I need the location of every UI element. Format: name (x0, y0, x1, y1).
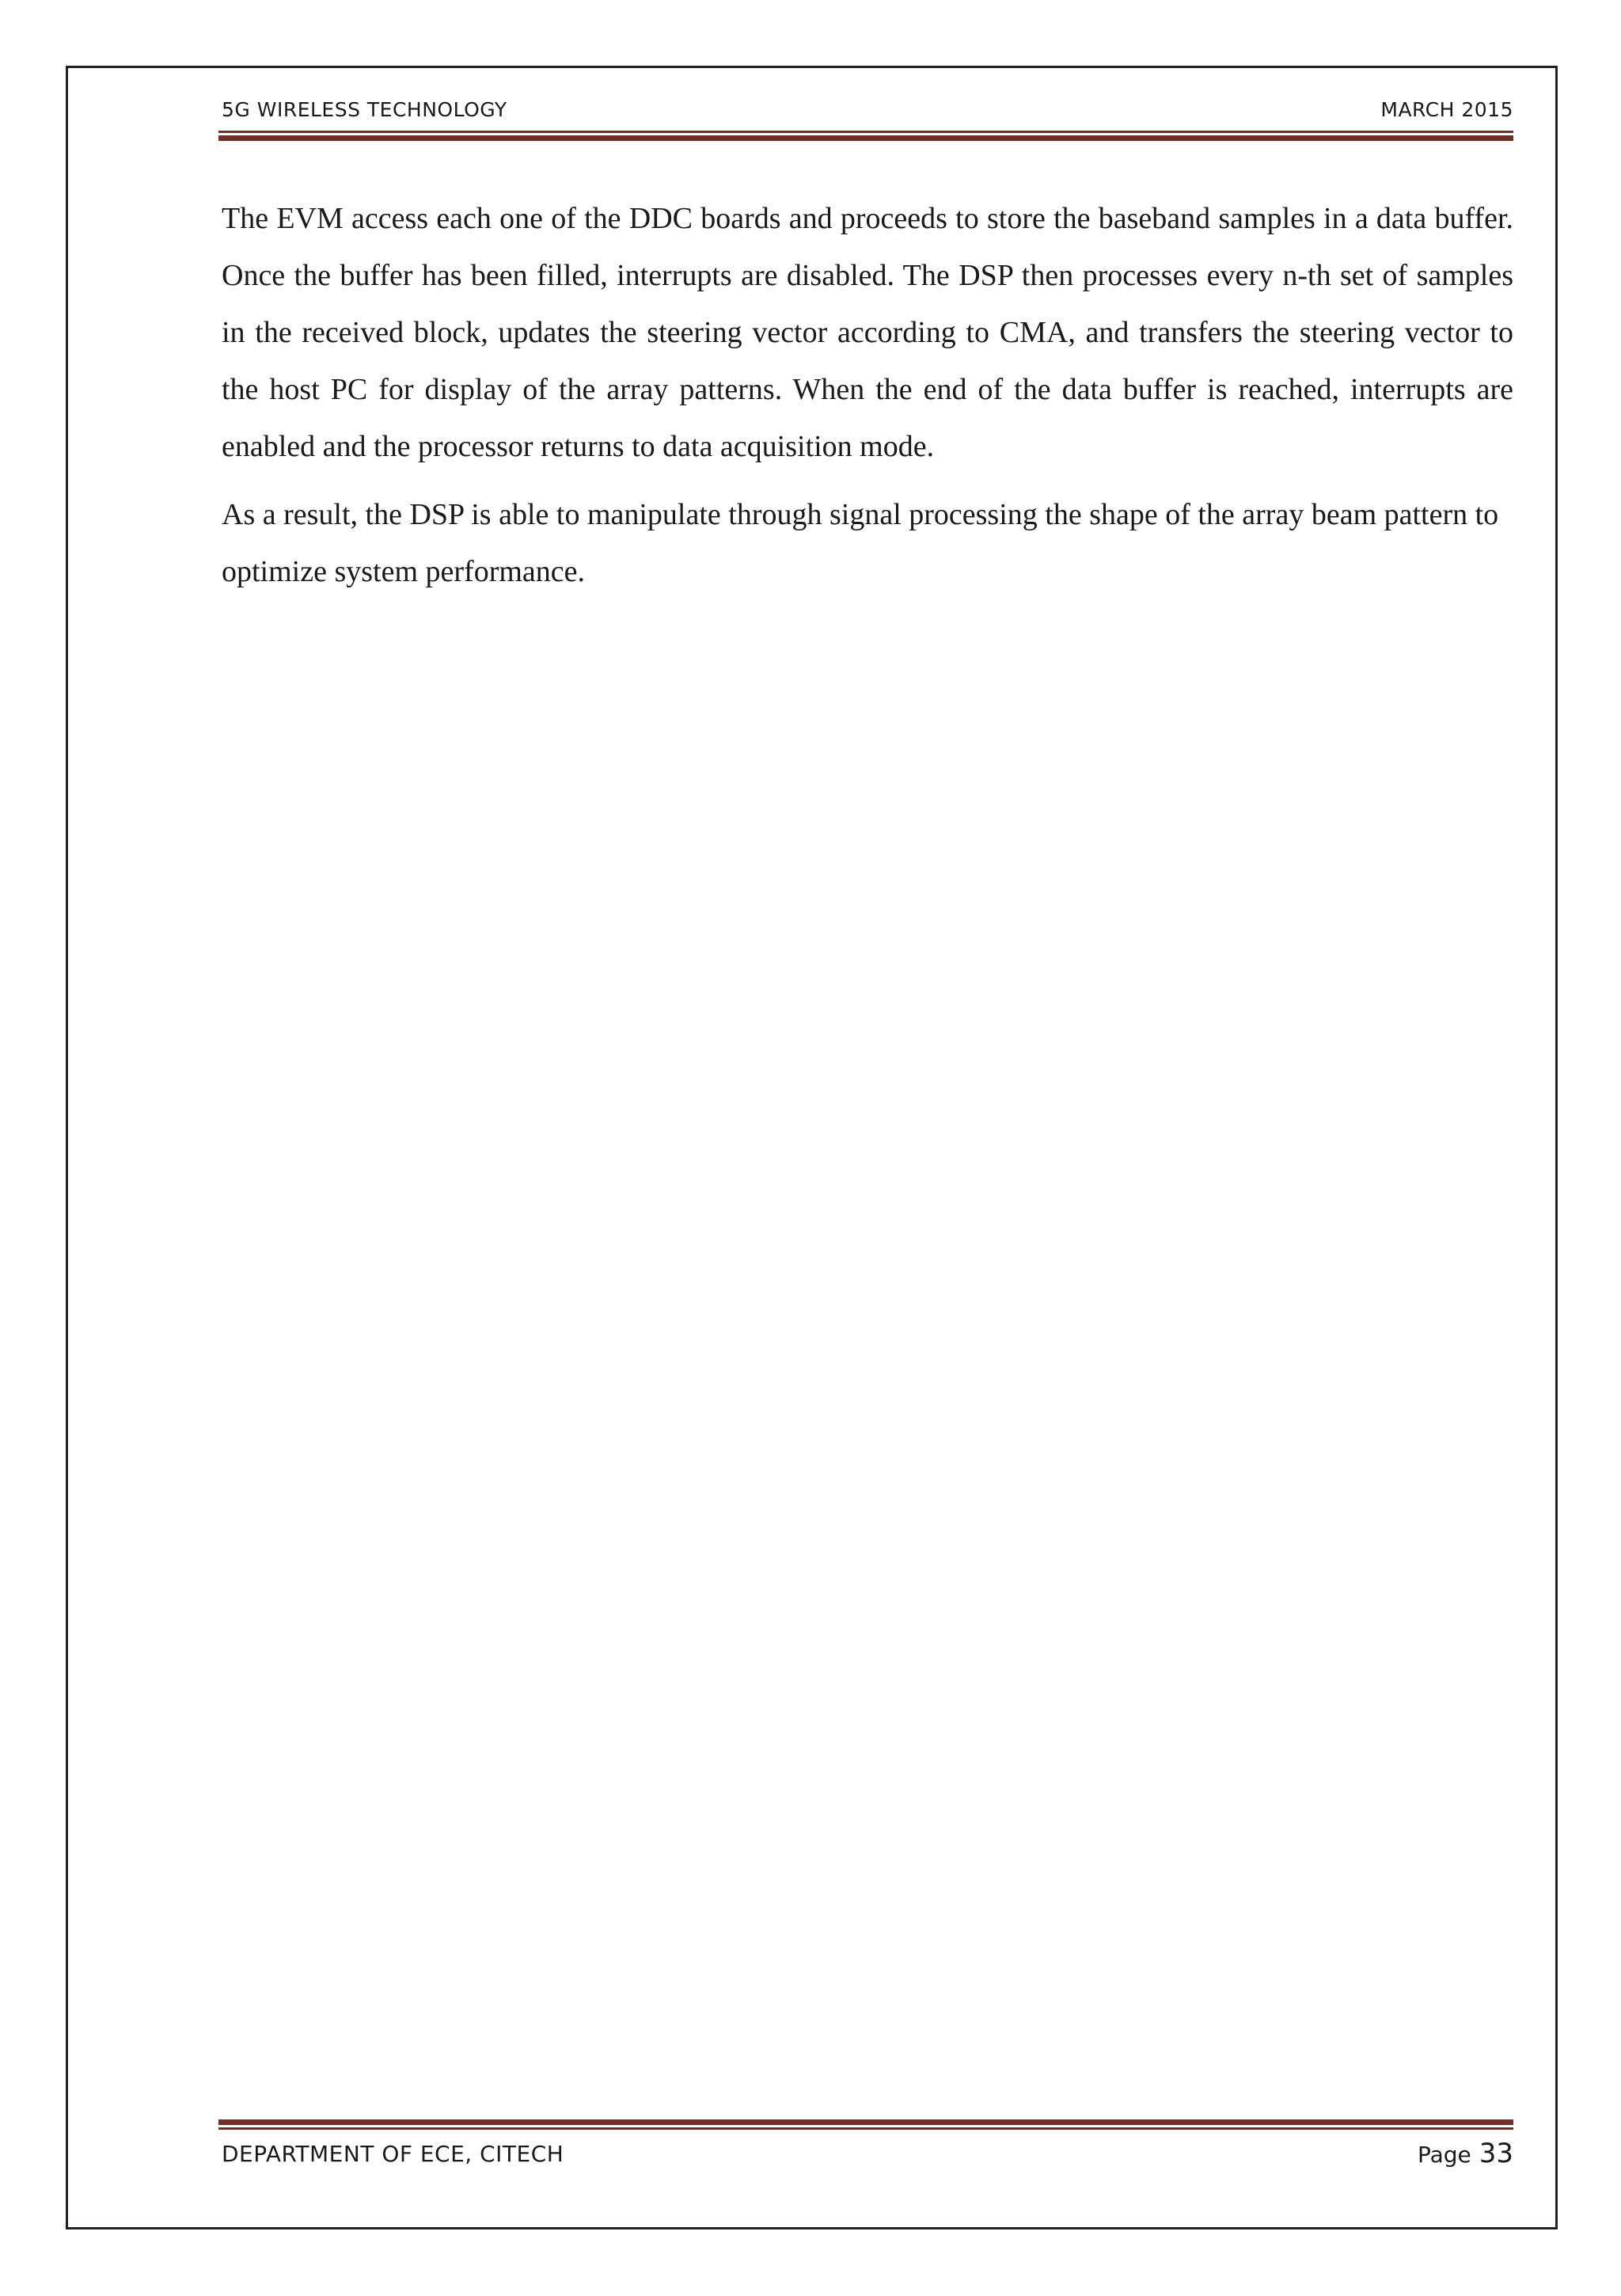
page-number: 33 (1479, 2138, 1513, 2169)
footer-rule-thin (218, 2127, 1513, 2130)
header-rule-thin (218, 131, 1513, 133)
footer-department: DEPARTMENT OF ECE, CITECH (222, 2141, 564, 2167)
page-header (222, 98, 1513, 130)
footer-rule-thick (218, 2119, 1513, 2125)
page-footer (222, 2138, 1513, 2176)
header-title: 5G WIRELESS TECHNOLOGY (222, 98, 507, 121)
page-label: Page (1417, 2142, 1471, 2168)
paragraph: As a result, the DSP is able to manipulate through signal processing the shape of the array beam pattern to optimize system performance. (222, 498, 1499, 588)
header-rule-thick (218, 135, 1513, 141)
header-date: MARCH 2015 (1380, 98, 1513, 121)
document-body (222, 190, 1513, 611)
page-number-block (1418, 2138, 1513, 2169)
paragraph: The EVM access each one of the DDC boards and proceeds to store the baseband samples in a data buffer. Once the buffer has been filled, interrupts are disabled. The DSP then processes every n-th set of samples in the received block, updates the steering vector according to CMA, and transfers the steering vector to the host PC for display of the array patterns. When the end of the data buffer is reached, interrupts are enabled and the processor returns to data acquisition mode. (222, 202, 1513, 463)
